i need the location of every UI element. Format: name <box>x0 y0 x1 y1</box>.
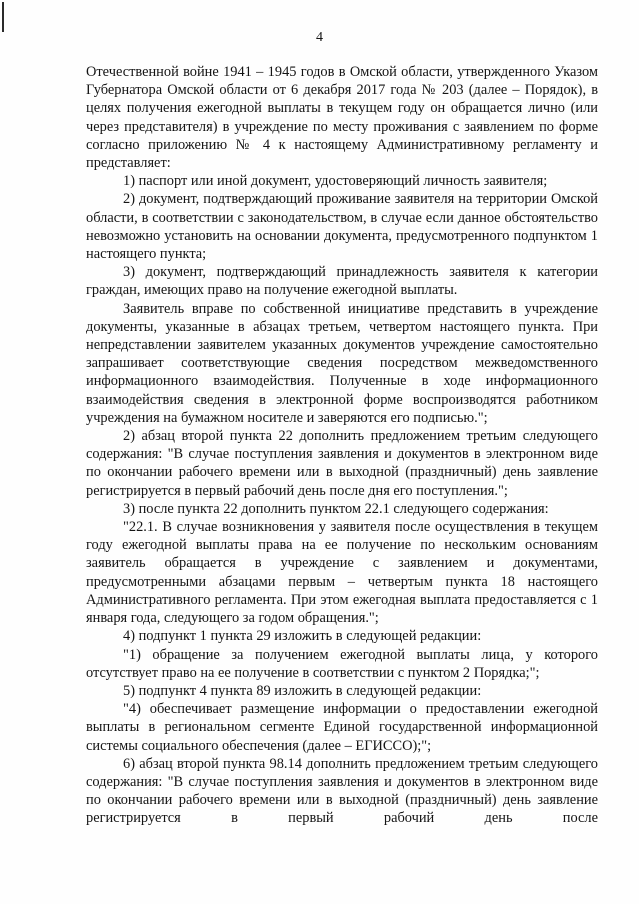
paragraph-applicant-right: Заявитель вправе по собственной инициативе представить в учреждение документы, указанные в абзацах третьем, четвертом настоящего пункта. При непредставлении заявителем указанных документов учреждение самостоятельно запрашивает соответствующие сведения посредством межведомственного информационного взаимодействия. Полученные в ходе информационного взаимодействия сведения в электронной форме воспроизводятся работником учреждения на бумажном носителе и заверяются его подписью."; <box>86 300 598 426</box>
paragraph-amendment-4: 4) подпункт 1 пункта 29 изложить в следующей редакции: <box>123 628 482 645</box>
paragraph-amendment-5: 5) подпункт 4 пункта 89 изложить в следующей редакции: <box>123 682 482 699</box>
scan-edge-mark <box>2 2 4 32</box>
paragraph-amendment-3: 3) после пункта 22 дополнить пунктом 22.1 следующего содержания: <box>123 500 549 517</box>
paragraph-item-1: 1) паспорт или иной документ, удостоверяющий личность заявителя; <box>123 173 548 190</box>
page-number: 4 <box>316 30 323 45</box>
paragraph-amendment-2: 2) абзац второй пункта 22 дополнить предложением третьим следующего содержания: "В случае поступления заявления и документов в электронном виде по окончании рабочего времени или в выходной (праздничный) день заявление регистрируется в первый рабочий день после дня его поступления."; <box>86 428 598 499</box>
paragraph-subclause-1: "1) обращение за получением ежегодной выплаты лица, у которого отсутствует право на ее получение в соответствии с пунктом 2 Порядка;"; <box>86 646 598 681</box>
paragraph-subclause-4: "4) обеспечивает размещение информации о предоставлении ежегодной выплаты в региональном сегменте Единой государственной информационной системы социального обеспечения (далее – ЕГИССО);"; <box>86 701 598 754</box>
paragraph-continuation: Отечественной войне 1941 – 1945 годов в Омской области, утвержденного Указом Губернатора Омской области от 6 декабря 2017 года № 203 (далее – Порядок), в целях получения ежегодной выплаты в текущем году он обращается лично (или через представителя) в учреждение по месту проживания с заявлением по форме согласно приложению № 4 к настоящему Административному регламенту и представляет: <box>86 64 598 172</box>
paragraph-item-2: 2) документ, подтверждающий проживание заявителя на территории Омской области, в соответствии с законодательством, в случае если данное обстоятельство невозможно установить на основании документа, предусмотренного подпунктом 1 настоящего пункта; <box>86 191 598 263</box>
paragraph-clause-22-1: "22.1. В случае возникновения у заявителя после осуществления в текущем году ежегодной выплаты права на ее получение по нескольким основаниям заявитель обращается в учреждение с заявлением и документами, предусмотренными абзацами первым – четвертым пункта 18 настоящего Административного регламента. При этом ежегодная выплата предоставляется с 1 января года, следующего за годом обращения."; <box>86 519 598 627</box>
paragraph-item-3: 3) документ, подтверждающий принадлежность заявителя к категории граждан, имеющих право на получение ежегодной выплаты. <box>86 264 598 299</box>
document-body <box>86 63 598 828</box>
paragraph-amendment-6: 6) абзац второй пункта 98.14 дополнить предложением третьим следующего содержания: "В случае поступления заявления и документов в электронном виде по окончании рабочего времени или в выходной (праздничный) день заявление регистрируется в первый рабочий день после <box>86 755 598 827</box>
